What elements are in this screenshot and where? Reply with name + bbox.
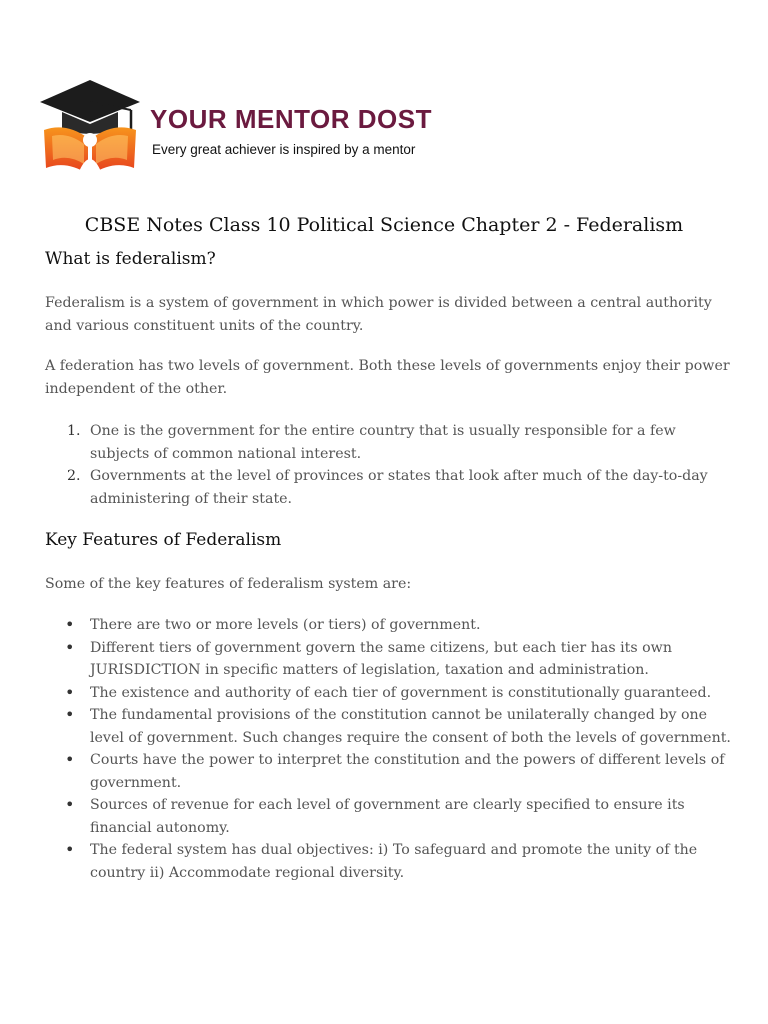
list-item-text: Governments at the level of provinces or states that look after much of the day-to-day administering of their state. [90,468,708,507]
definition-paragraph: Federalism is a system of government in which power is divided between a central authority and various constituent units of the country. [45,295,712,334]
list-number: 1. [67,423,81,439]
brand-tagline: Every great achiever is inspired by a mentor [152,142,416,157]
list-item [45,420,735,465]
list-item-text: Different tiers of government govern the same citizens, but each tier has its own JURISDICTION in specific matters of legislation, taxation and administration. [90,639,672,678]
list-item [45,839,735,884]
bullet: • [65,750,75,769]
list-item [45,465,735,510]
levels-list [45,420,735,510]
list-item-text: Courts have the power to interpret the constitution and the powers of different levels of government. [90,752,725,791]
features-list [45,614,735,884]
bullet: • [65,615,75,634]
list-item [45,614,735,637]
section-heading-key-features: Key Features of Federalism [45,530,282,550]
section-heading-what-is-federalism: What is federalism? [45,249,216,269]
list-item-text: The federal system has dual objectives: i) To safeguard and promote the unity of the country ii) Accommodate regional diversity. [90,842,698,881]
list-item-text: The fundamental provisions of the constitution cannot be unilaterally changed by one level of government. Such changes require the consent of both the levels of government. [90,707,731,746]
list-item-text: One is the government for the entire country that is usually responsible for a few subjects of common national interest. [90,423,676,462]
bullet: • [65,795,75,814]
list-item [45,704,735,749]
list-item [45,794,735,839]
document-title: CBSE Notes Class 10 Political Science Chapter 2 - Federalism [84,214,684,236]
bullet: • [65,682,75,702]
list-item-text: There are two or more levels (or tiers) of government. [90,617,481,633]
bullet: • [65,705,75,724]
features-intro: Some of the key features of federalism system are: [45,576,412,592]
list-number: 2. [67,468,81,484]
two-levels-paragraph: A federation has two levels of government. Both these levels of governments enjoy their power independent of the other. [45,358,730,397]
list-item-text: Sources of revenue for each level of government are clearly specified to ensure its financial autonomy. [90,797,685,836]
list-item [45,749,735,794]
list-item [45,637,735,682]
graduation-cap-book-logo [38,78,143,178]
list-item [45,682,735,705]
bullet: • [65,840,75,859]
bullet: • [65,637,75,657]
list-item-text: The existence and authority of each tier of government is constitutionally guaranteed. [90,684,712,701]
brand-name: YOUR MENTOR DOST [150,104,432,134]
